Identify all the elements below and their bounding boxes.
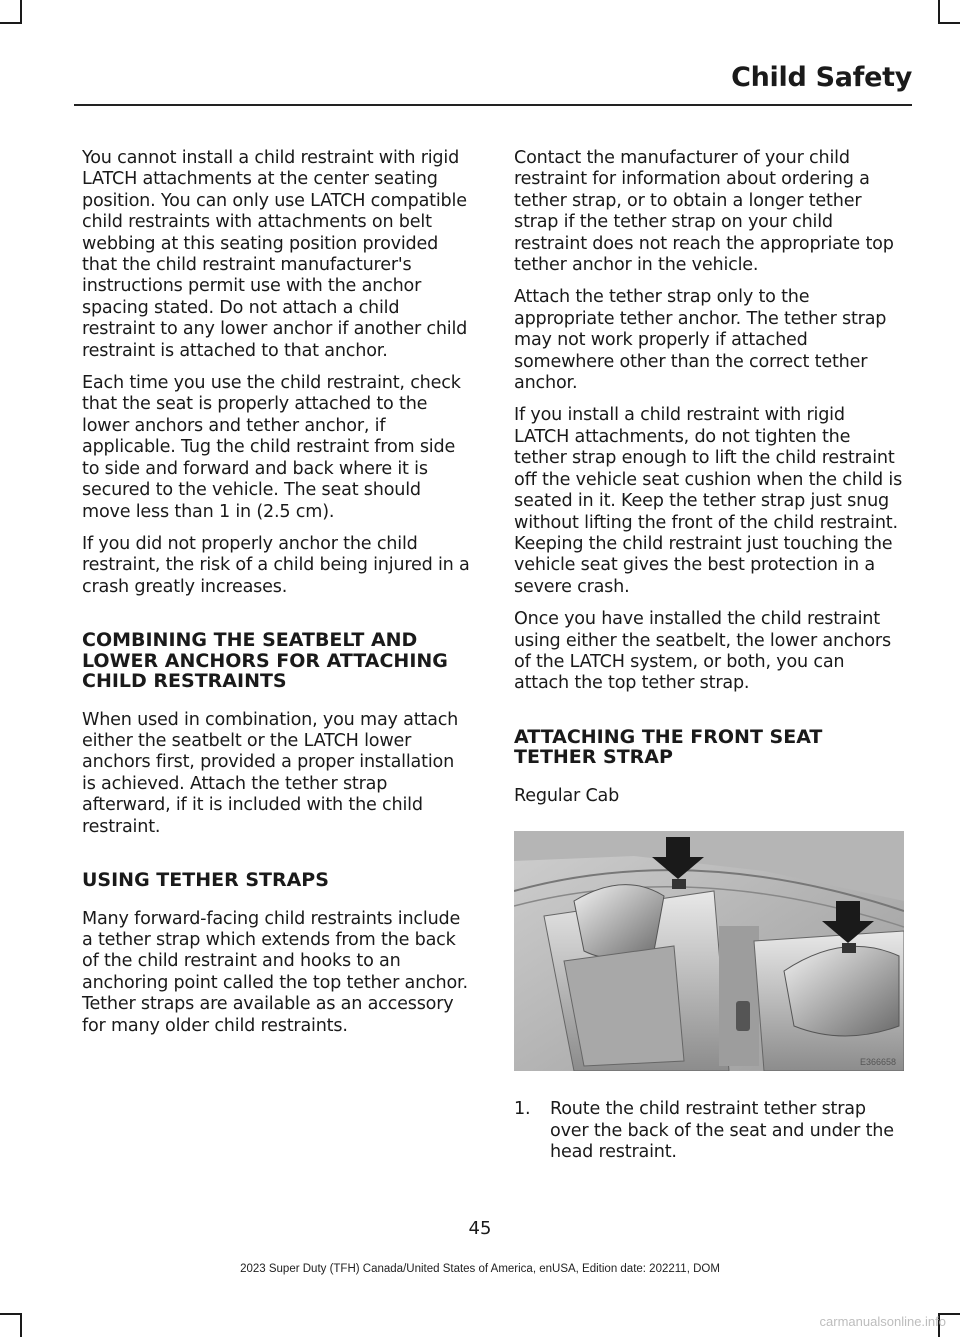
step-number: 1. bbox=[514, 1099, 531, 1120]
paragraph-latch-center: You cannot install a child restraint with rigid LATCH attachments at the center seating position. You can only use LATCH compatible child restraints with attachments on belt webbing at this seating position provided that the child restraint manufacturer's instructions permit use with the anchor spacing stated. Do not attach a child restraint to any lower anchor if another child restraint is attached to that anchor. bbox=[82, 148, 468, 361]
paragraph-tether-straps: Many forward-facing child restraints include a tether strap which extends from the back of the child restraint and hooks to an anchoring point called the top tether anchor. Tether straps are available as an accessory for many older child restraints. bbox=[82, 908, 468, 1036]
crop-mark bbox=[938, 0, 940, 24]
right-column bbox=[514, 148, 904, 1163]
left-column bbox=[82, 148, 472, 1048]
paragraph-contact-manufacturer: Contact the manufacturer of your child restraint for information about ordering a tether strap, or to obtain a longer tether strap if the tether strap on your child restraint does not reach the appropriate top tether anchor in the vehicle. bbox=[514, 148, 894, 276]
crop-mark bbox=[0, 1313, 22, 1315]
section-heading-tether-straps: USING TETHER STRAPS bbox=[82, 869, 329, 892]
crop-mark bbox=[938, 22, 960, 24]
crop-mark bbox=[20, 1313, 22, 1337]
section-heading-combining: COMBINING THE SEATBELT AND LOWER ANCHORS FOR ATTACHING CHILD RESTRAINTS bbox=[82, 629, 448, 693]
paragraph-risk: If you did not properly anchor the child restraint, the risk of a child being injured in a crash greatly increases. bbox=[82, 533, 470, 597]
paragraph-attach-tether: Attach the tether strap only to the appropriate tether anchor. The tether strap may not work properly if attached somewhere other than the correct tether anchor. bbox=[514, 287, 887, 394]
paragraph-combining: When used in combination, you may attach either the seatbelt or the LATCH lower anchors first, provided a proper installation is achieved. Attach the tether strap afterward, if it is included with the child restraint. bbox=[82, 709, 459, 837]
subheading-regular-cab: Regular Cab bbox=[514, 785, 620, 806]
page-number: 45 bbox=[468, 1218, 492, 1239]
seat-illustration bbox=[514, 831, 904, 1071]
header-divider bbox=[74, 104, 912, 106]
paragraph-once-installed: Once you have installed the child restraint using either the seatbelt, the lower anchors of the LATCH system, or both, you can attach the top tether strap. bbox=[514, 609, 891, 694]
figure-id: E366658 bbox=[859, 1057, 896, 1068]
paragraph-rigid-latch: If you install a child restraint with rigid LATCH attachments, do not tighten the tether strap enough to lift the child restraint off the vehicle seat cushion when the child is seated in it. Keep the tether strap just snug without lifting the front of the child restraint. Keeping the child restraint just touching the vehicle seat gives the best protection in a severe crash. bbox=[514, 405, 903, 597]
page-title: Child Safety bbox=[731, 62, 912, 93]
footer-edition: 2023 Super Duty (TFH) Canada/United States of America, enUSA, Edition date: 202211, DOM bbox=[240, 1263, 720, 1275]
watermark: carmanualsonline.info bbox=[819, 1314, 946, 1329]
illustration-seat-tether-anchors bbox=[514, 831, 904, 1071]
crop-mark bbox=[20, 0, 22, 24]
list-item bbox=[514, 1099, 904, 1163]
section-heading-front-seat: ATTACHING THE FRONT SEAT TETHER STRAP bbox=[514, 725, 823, 769]
crop-mark bbox=[0, 22, 22, 24]
step-text: Route the child restraint tether strap over the back of the seat and under the head restraint. bbox=[550, 1099, 894, 1162]
paragraph-check-attachment: Each time you use the child restraint, check that the seat is properly attached to the lower anchors and tether anchor, if applicable. Tug the child restraint from side to side and forward and back where it is secured to the vehicle. The seat should move less than 1 in (2.5 cm). bbox=[82, 373, 461, 522]
